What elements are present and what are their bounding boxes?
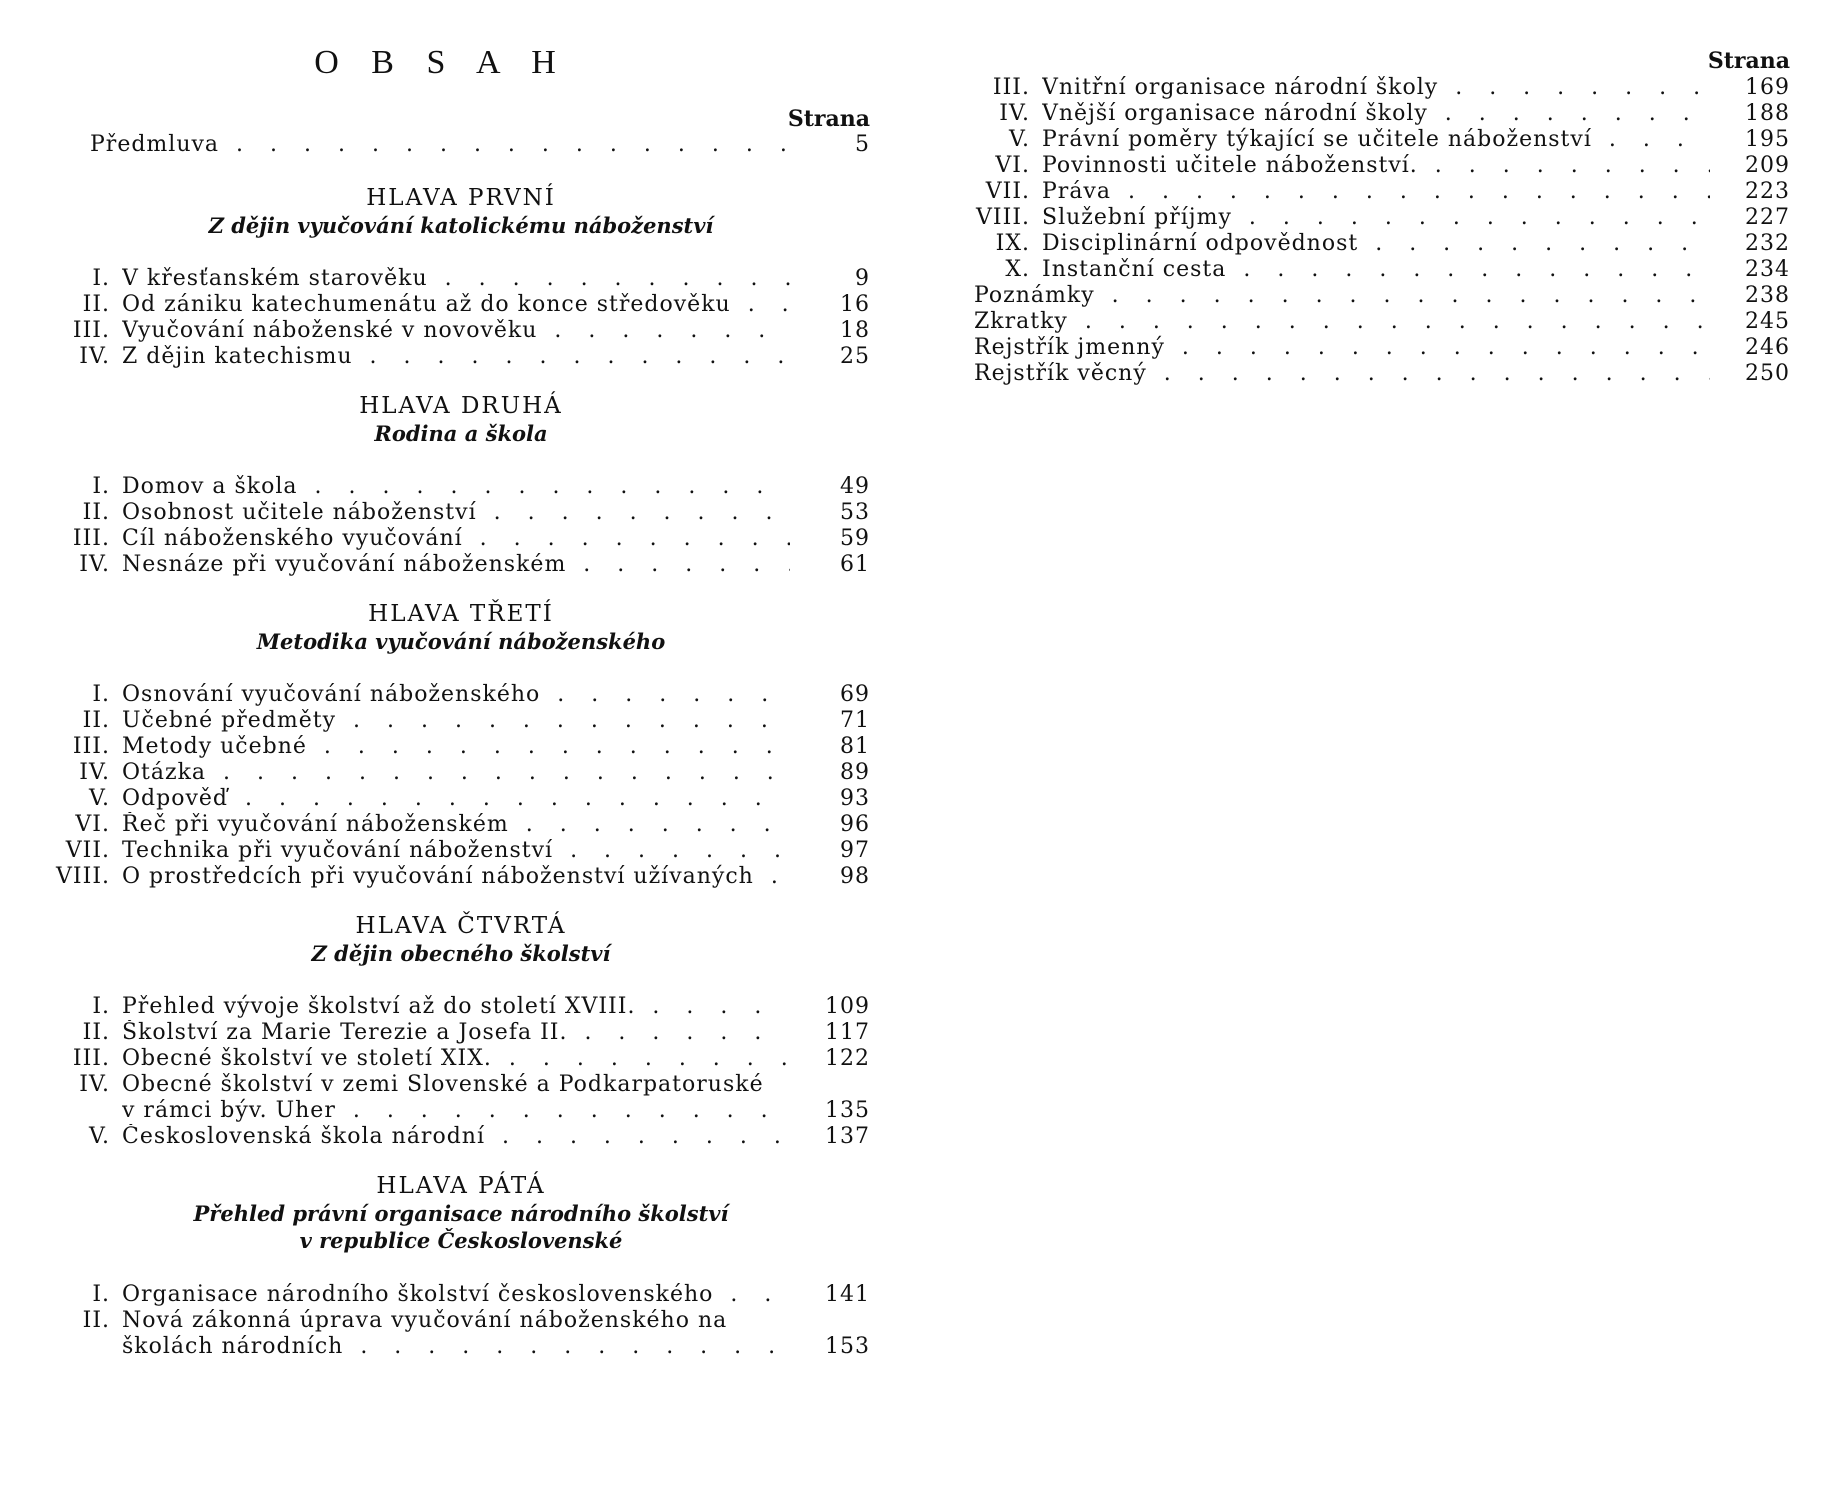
toc-entry[interactable] <box>52 292 870 318</box>
entry-page: 109 <box>825 994 870 1019</box>
entry-page: 246 <box>1745 335 1790 360</box>
entry-number: III. <box>992 75 1030 100</box>
entry-label: Přehled vývoje školství až do století XVIII. . . . <box>122 994 790 1020</box>
entry-label: Vnitřní organisace národní školy . . . <box>1042 75 1710 101</box>
toc-entry[interactable] <box>52 1020 870 1046</box>
toc-entry[interactable] <box>972 231 1790 257</box>
toc-entry[interactable] <box>52 994 870 1020</box>
entry-label: Osobnost učitele náboženství . . . <box>122 500 790 526</box>
entry-number: VIII. <box>976 205 1030 230</box>
entry-label: Učebné předměty . . . <box>122 708 790 734</box>
entry-page: 16 <box>840 292 870 317</box>
chapter-title: HLAVA DRUHÁ <box>359 393 563 419</box>
toc-entry-preface[interactable] <box>52 132 870 158</box>
entry-label: Školství za Marie Terezie a Josefa II. . . . <box>122 1020 790 1046</box>
entry-label: Domov a škola . . . <box>122 474 790 500</box>
entry-label: Technika při vyučování náboženství . . . <box>122 838 790 864</box>
toc-entry[interactable] <box>52 526 870 552</box>
entry-number: I. <box>92 266 110 291</box>
entry-page: 59 <box>840 526 870 551</box>
entry-number: V. <box>1008 127 1030 152</box>
entry-label: Předmluva . . . <box>90 132 790 158</box>
entry-label: Nová zákonná úprava vyučování náboženského na <box>122 1308 728 1333</box>
entry-page: 122 <box>825 1046 870 1071</box>
toc-entry[interactable] <box>52 1308 870 1334</box>
entry-label: Otázka . . . <box>122 760 790 786</box>
entry-label: Rejstřík jmenný . . . <box>974 335 1710 361</box>
toc-entry[interactable] <box>52 1282 870 1308</box>
toc-entry[interactable] <box>52 266 870 292</box>
toc-entry[interactable] <box>52 760 870 786</box>
chapter-subtitle: Metodika vyučování náboženského <box>256 629 666 654</box>
entry-label: Služební příjmy . . . <box>1042 205 1710 231</box>
entry-label: Vnější organisace národní školy . . . <box>1042 101 1710 127</box>
entry-label: Nesnáze při vyučování náboženském . . . <box>122 552 790 578</box>
entry-number: IX. <box>995 231 1030 256</box>
entry-page: 9 <box>855 266 870 291</box>
entry-label-continued: školách národních . . . <box>122 1334 790 1360</box>
entry-number: I. <box>92 994 110 1019</box>
chapter-heading <box>52 184 870 239</box>
toc-entry[interactable] <box>52 474 870 500</box>
entry-page: 135 <box>825 1098 870 1123</box>
entry-number: VII. <box>985 179 1030 204</box>
entry-number: I. <box>92 474 110 499</box>
entry-number: IV. <box>999 101 1030 126</box>
entry-number: I. <box>92 1282 110 1307</box>
entry-label: Rejstřík věcný . . . <box>974 361 1710 387</box>
toc-entry[interactable] <box>972 153 1790 179</box>
entry-label-continued: v rámci býv. Uher . . . <box>122 1098 790 1124</box>
toc-entry[interactable] <box>52 344 870 370</box>
entry-number: II. <box>82 292 110 317</box>
entry-page: 232 <box>1745 231 1790 256</box>
entry-number: I. <box>92 682 110 707</box>
chapter-subtitle: Z dějin vyučování katolickému náboženství <box>208 213 714 238</box>
entry-page: 223 <box>1745 179 1790 204</box>
toc-entry[interactable] <box>52 318 870 344</box>
entry-label: Práva . . . <box>1042 179 1710 205</box>
entry-page: 209 <box>1745 153 1790 178</box>
toc-entry[interactable] <box>972 205 1790 231</box>
toc-entry[interactable] <box>52 864 870 890</box>
page-title: O B S A H <box>314 44 568 81</box>
entry-page: 71 <box>840 708 870 733</box>
entry-label: Od zániku katechumenátu až do konce středověku . . . <box>122 292 790 318</box>
entry-label: Osnování vyučování náboženského . . . <box>122 682 790 708</box>
entry-label: V křesťanském starověku . . . <box>122 266 790 292</box>
entry-number: III. <box>72 734 110 759</box>
chapter-subtitle-line2: v republice Československé <box>299 1228 623 1253</box>
entry-page: 98 <box>840 864 870 889</box>
entry-number: VII. <box>65 838 110 863</box>
chapter-heading <box>52 600 870 655</box>
entry-page: 5 <box>855 132 870 157</box>
entry-page: 169 <box>1745 75 1790 100</box>
toc-entry-continuation[interactable] <box>52 1334 870 1360</box>
entry-label: Řeč při vyučování náboženském . . . <box>122 812 790 838</box>
entry-page: 49 <box>840 474 870 499</box>
entry-label: Československá škola národní . . . <box>122 1124 790 1150</box>
entry-label: Metody učebné . . . <box>122 734 790 760</box>
chapter-subtitle: Přehled právní organisace národního školství <box>193 1201 729 1226</box>
entry-page: 53 <box>840 500 870 525</box>
entry-page: 245 <box>1745 309 1790 334</box>
toc-entry[interactable] <box>972 179 1790 205</box>
toc-entry[interactable] <box>52 786 870 812</box>
toc-entry[interactable] <box>52 500 870 526</box>
chapter-subtitle: Rodina a škola <box>374 421 548 446</box>
entry-page: 89 <box>840 760 870 785</box>
entry-label: Disciplinární odpovědnost . . . <box>1042 231 1710 257</box>
chapter-title: HLAVA PÁTÁ <box>376 1173 546 1199</box>
toc-entry[interactable] <box>52 734 870 760</box>
entry-label: Obecné školství ve století XIX. . . . <box>122 1046 790 1072</box>
toc-entry[interactable] <box>972 361 1790 387</box>
entry-page: 81 <box>840 734 870 759</box>
entry-page: 25 <box>840 344 870 369</box>
entry-number: V. <box>88 1124 110 1149</box>
entry-number: II. <box>82 1308 110 1333</box>
toc-entry[interactable] <box>972 309 1790 335</box>
entry-number: VI. <box>75 812 110 837</box>
toc-entry[interactable] <box>972 127 1790 153</box>
chapter-heading <box>52 392 870 447</box>
entry-page: 188 <box>1745 101 1790 126</box>
page-column-header: Strana <box>1707 48 1790 74</box>
toc-entry[interactable] <box>52 838 870 864</box>
entry-number: V. <box>88 786 110 811</box>
chapter-title: HLAVA TŘETÍ <box>368 601 554 627</box>
entry-number: VIII. <box>56 864 110 889</box>
entry-page: 234 <box>1745 257 1790 282</box>
page-column-header: Strana <box>787 106 870 132</box>
toc-entry[interactable] <box>972 75 1790 101</box>
toc-entry-continuation[interactable] <box>52 1098 870 1124</box>
entry-page: 117 <box>825 1020 870 1045</box>
toc-entry[interactable] <box>52 1046 870 1072</box>
chapter-subtitle: Z dějin obecného školství <box>311 941 611 966</box>
entry-label: Povinnosti učitele náboženství. . . . <box>1042 153 1710 179</box>
entry-number: III. <box>72 1046 110 1071</box>
toc-entry[interactable] <box>52 812 870 838</box>
toc-entry[interactable] <box>52 552 870 578</box>
entry-label: O prostředcích při vyučování náboženství užívaných . . . <box>122 864 790 890</box>
entry-page: 97 <box>840 838 870 863</box>
chapter-title: HLAVA PRVNÍ <box>366 185 556 211</box>
entry-number: III. <box>72 526 110 551</box>
toc-entry[interactable] <box>52 1072 870 1098</box>
entry-page: 250 <box>1745 361 1790 386</box>
entry-page: 227 <box>1745 205 1790 230</box>
entry-number: II. <box>82 1020 110 1045</box>
chapter-heading <box>52 912 870 967</box>
entry-label: Cíl náboženského vyučování . . . <box>122 526 790 552</box>
toc-entry[interactable] <box>52 1124 870 1150</box>
entry-label: Odpověď . . . <box>122 786 790 812</box>
entry-page: 238 <box>1745 283 1790 308</box>
entry-label: Zkratky . . . <box>974 309 1710 335</box>
toc-entry[interactable] <box>972 257 1790 283</box>
entry-number: IV. <box>79 760 110 785</box>
entry-page: 18 <box>840 318 870 343</box>
entry-page: 195 <box>1745 127 1790 152</box>
entry-page: 93 <box>840 786 870 811</box>
entry-label: Instanční cesta . . . <box>1042 257 1710 283</box>
entry-page: 141 <box>825 1282 870 1307</box>
entry-page: 61 <box>840 552 870 577</box>
entry-label: Právní poměry týkající se učitele náboženství . . . <box>1042 127 1710 153</box>
entry-number: II. <box>82 708 110 733</box>
entry-number: IV. <box>79 552 110 577</box>
toc-entry[interactable] <box>52 682 870 708</box>
entry-number: IV. <box>79 344 110 369</box>
entry-label: Organisace národního školství československého . . . <box>122 1282 790 1308</box>
entry-number: VI. <box>995 153 1030 178</box>
entry-number: III. <box>72 318 110 343</box>
chapter-title: HLAVA ČTVRTÁ <box>355 913 567 939</box>
entry-label: Z dějin katechismu . . . <box>122 344 790 370</box>
entry-number: X. <box>1005 257 1030 282</box>
entry-label: Obecné školství v zemi Slovenské a Podkarpatoruské <box>122 1072 764 1097</box>
toc-entry[interactable] <box>972 101 1790 127</box>
toc-entry[interactable] <box>972 283 1790 309</box>
entry-number: II. <box>82 500 110 525</box>
entry-page: 96 <box>840 812 870 837</box>
entry-label: Vyučování náboženské v novověku . . . <box>122 318 790 344</box>
entry-label: Poznámky . . . <box>974 283 1710 309</box>
toc-entry[interactable] <box>972 335 1790 361</box>
entry-page: 137 <box>825 1124 870 1149</box>
entry-number: IV. <box>79 1072 110 1097</box>
entry-page: 69 <box>840 682 870 707</box>
toc-entry[interactable] <box>52 708 870 734</box>
entry-page: 153 <box>825 1334 870 1359</box>
chapter-heading <box>52 1172 870 1254</box>
